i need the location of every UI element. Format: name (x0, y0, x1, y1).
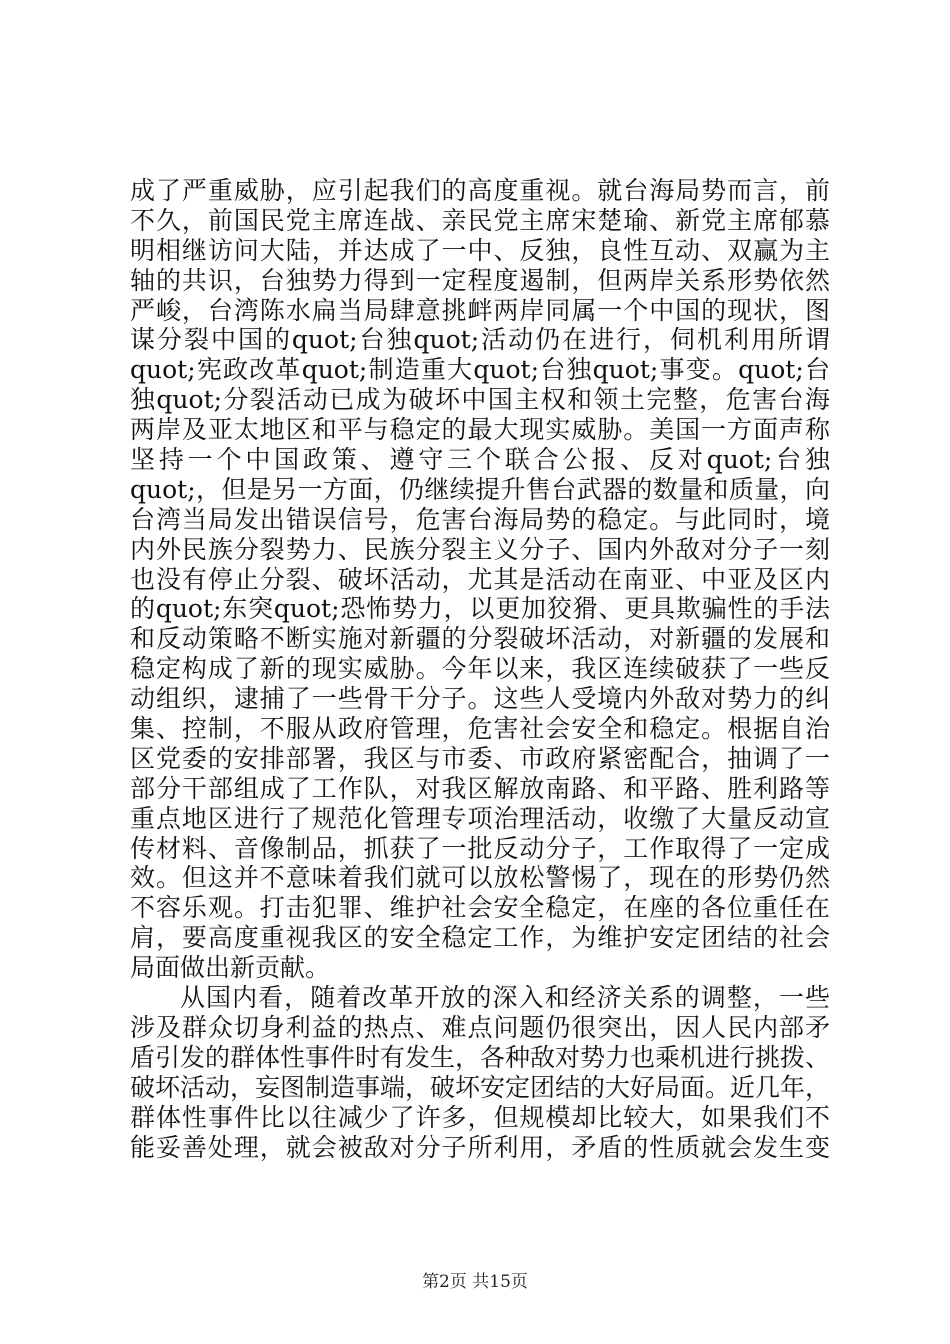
text-line: 和反动策略不断实施对新疆的分裂破坏活动，对新疆的发展和 (130, 624, 830, 654)
text-line: quot;，但是另一方面，仍继续提升售台武器的数量和质量，向 (130, 474, 830, 504)
text-line: 两岸及亚太地区和平与稳定的最大现实威胁。美国一方面声称 (130, 415, 830, 445)
text-line: 独quot;分裂活动已成为破坏中国主权和领土完整，危害台海 (130, 385, 830, 415)
text-line: 区党委的安排部署，我区与市委、市政府紧密配合，抽调了一 (130, 743, 830, 773)
text-line: 稳定构成了新的现实威胁。今年以来，我区连续破获了一些反 (130, 654, 830, 684)
text-line: 明相继访问大陆，并达成了一中、反独，良性互动、双赢为主 (130, 235, 830, 265)
text-line: 重点地区进行了规范化管理专项治理活动，收缴了大量反动宣 (130, 803, 830, 833)
text-line: quot;宪政改革quot;制造重大quot;台独quot;事变。quot;台 (130, 355, 830, 385)
text-line: 肩，要高度重视我区的安全稳定工作，为维护安定团结的社会 (130, 923, 830, 953)
text-line: 轴的共识，台独势力得到一定程度遏制，但两岸关系形势依然 (130, 265, 830, 295)
text-line: 动组织，逮捕了一些骨干分子。这些人受境内外敌对势力的纠 (130, 684, 830, 714)
text-line: 传材料、音像制品，抓获了一批反动分子，工作取得了一定成 (130, 833, 830, 863)
text-line: 也没有停止分裂、破坏活动，尤其是活动在南亚、中亚及区内 (130, 564, 830, 594)
text-line: 不久，前国民党主席连战、亲民党主席宋楚瑜、新党主席郁慕 (130, 205, 830, 235)
page-number-footer: 第2页 共15页 (422, 1272, 528, 1292)
body-text (130, 176, 830, 1162)
text-line: 盾引发的群体性事件时有发生，各种敌对势力也乘机进行挑拨、 (130, 1042, 830, 1072)
text-line: 能妥善处理，就会被敌对分子所利用，矛盾的性质就会发生变 (130, 1132, 830, 1162)
text-line: 效。但这并不意味着我们就可以放松警惕了，现在的形势仍然 (130, 863, 830, 893)
text-line: 严峻，台湾陈水扁当局肆意挑衅两岸同属一个中国的现状，图 (130, 295, 830, 325)
text-line: 破坏活动，妄图制造事端，破坏安定团结的大好局面。近几年， (130, 1072, 830, 1102)
text-line: 台湾当局发出错误信号，危害台海局势的稳定。与此同时，境 (130, 504, 830, 534)
text-line: 谋分裂中国的quot;台独quot;活动仍在进行，伺机利用所谓 (130, 325, 830, 355)
text-line: 部分干部组成了工作队，对我区解放南路、和平路、胜利路等 (130, 773, 830, 803)
text-line: 坚持一个中国政策、遵守三个联合公报、反对quot;台独 (130, 445, 830, 475)
text-line: 涉及群众切身利益的热点、难点问题仍很突出，因人民内部矛 (130, 1012, 830, 1042)
text-line: 的quot;东突quot;恐怖势力，以更加狡猾、更具欺骗性的手法 (130, 594, 830, 624)
text-line: 群体性事件比以往减少了许多，但规模却比较大，如果我们不 (130, 1102, 830, 1132)
text-line: 局面做出新贡献。 (130, 953, 331, 983)
text-line: 内外民族分裂势力、民族分裂主义分子、国内外敌对分子一刻 (130, 534, 830, 564)
text-line: 成了严重威胁，应引起我们的高度重视。就台海局势而言，前 (130, 176, 830, 205)
paragraph-start-line: 从国内看，随着改革开放的深入和经济关系的调整，一些 (180, 983, 830, 1013)
text-line: 集、控制，不服从政府管理，危害社会安全和稳定。根据自治 (130, 714, 830, 744)
text-line: 不容乐观。打击犯罪、维护社会安全稳定，在座的各位重任在 (130, 893, 830, 923)
